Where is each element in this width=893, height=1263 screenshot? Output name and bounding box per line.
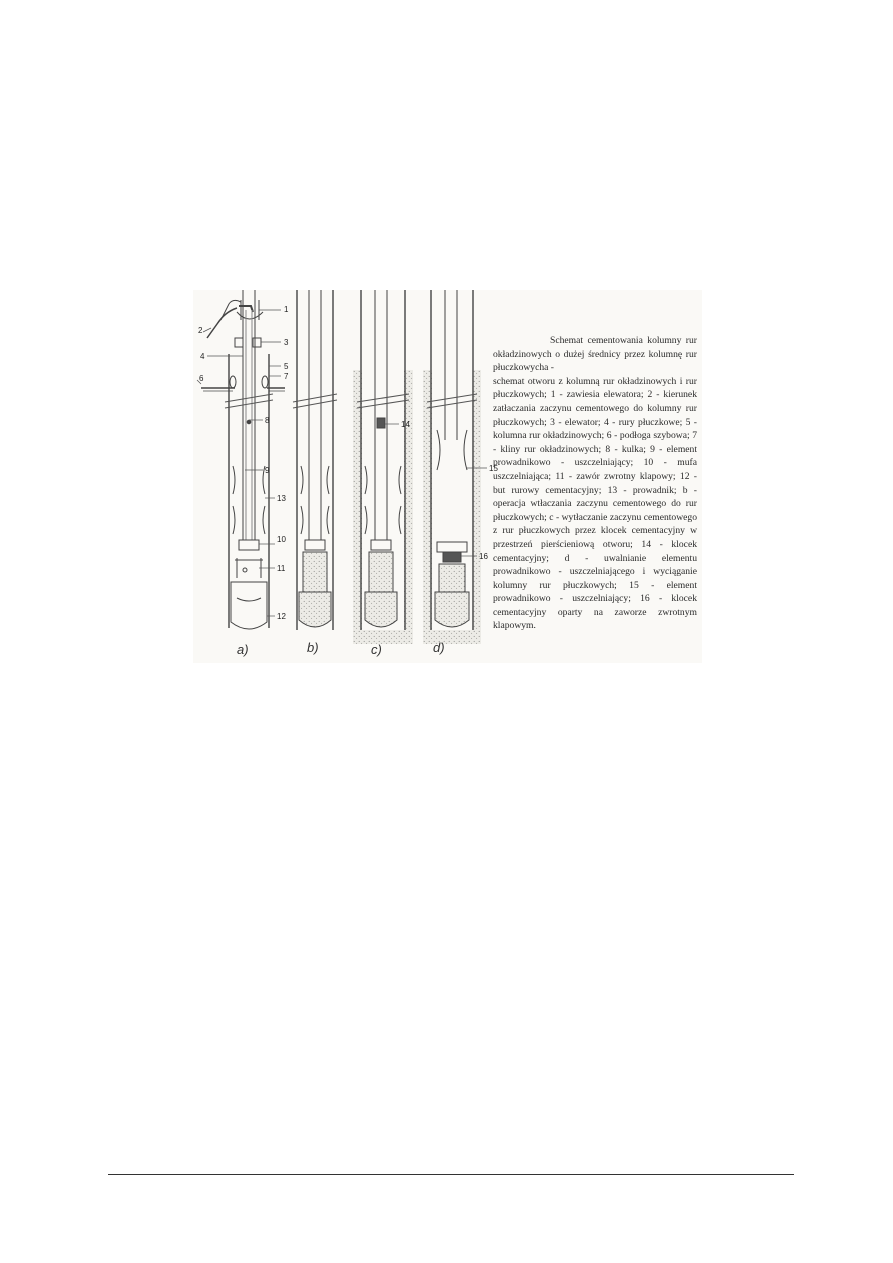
panel-c: [353, 290, 413, 644]
panel-label-b: b): [307, 640, 319, 655]
callout-9: 9: [265, 466, 270, 475]
cementing-diagram-figure: [193, 290, 702, 663]
callout-10: 10: [277, 535, 286, 544]
callout-15: 15: [489, 464, 498, 473]
panel-d: [423, 290, 481, 644]
panel-b: [293, 290, 337, 630]
callout-2: 2: [198, 326, 203, 335]
panel-label-c: c): [371, 642, 382, 657]
callout-13: 13: [277, 494, 286, 503]
figure-caption: [493, 334, 697, 633]
callout-8: 8: [265, 416, 270, 425]
callout-3: 3: [284, 338, 289, 347]
footer-rule: [108, 1174, 794, 1175]
caption-title: Schemat cementowania kolumny rur okładzinowych o dużej średnicy przez kolumnę rur płuczkowycha -: [493, 335, 697, 374]
panel-label-a: a): [237, 642, 249, 657]
panel-a: [201, 290, 285, 629]
callout-1: 1: [284, 305, 289, 314]
callout-12: 12: [277, 612, 286, 621]
callout-11: 11: [277, 564, 286, 573]
caption-body: schemat otworu z kolumną rur okładzinowych i rur płuczkowych; 1 - zawiesia elewatora; 2 - kierunek zatłaczania zaczynu cementowego do kolumny rur płuczkowych; 3 - elewator; 4 - rury płuczkowe; 5 - kolumna rur okładzinowych; 6 - podłoga szybowa; 7 - kliny rur okładzinowych; 8 - kulka; 9 - element prowadnikowo - uszczelniający; 10 - mufa uszczelniająca; 11 - zawór zwrotny klapowy; 12 - but rurowy cementacyjny; 13 - prowadnik; b - operacja wtłaczania zaczynu cementowego do rur płuczkowych; c - wytłaczanie zaczynu cementowego z rur płuczkowych przez klocek cementacyjny w przestrzeń pierścieniową otworu; 14 - klocek cementacyjny; d - uwalnianie elementu prowadnikowo - uszczelniającego i wyciąganie kolumny rur płuczkowych; 15 - element prowadnikowo - uszczelniający; 16 - klocek cementacyjny oparty na zaworze zwrotnym klapowym.: [493, 375, 697, 632]
callout-6: 6: [199, 374, 204, 383]
callout-14: 14: [401, 420, 410, 429]
panel-label-d: d): [433, 640, 445, 655]
callout-16: 16: [479, 552, 488, 561]
callout-5: 5: [284, 362, 289, 371]
callout-7: 7: [284, 372, 289, 381]
callout-4: 4: [200, 352, 205, 361]
